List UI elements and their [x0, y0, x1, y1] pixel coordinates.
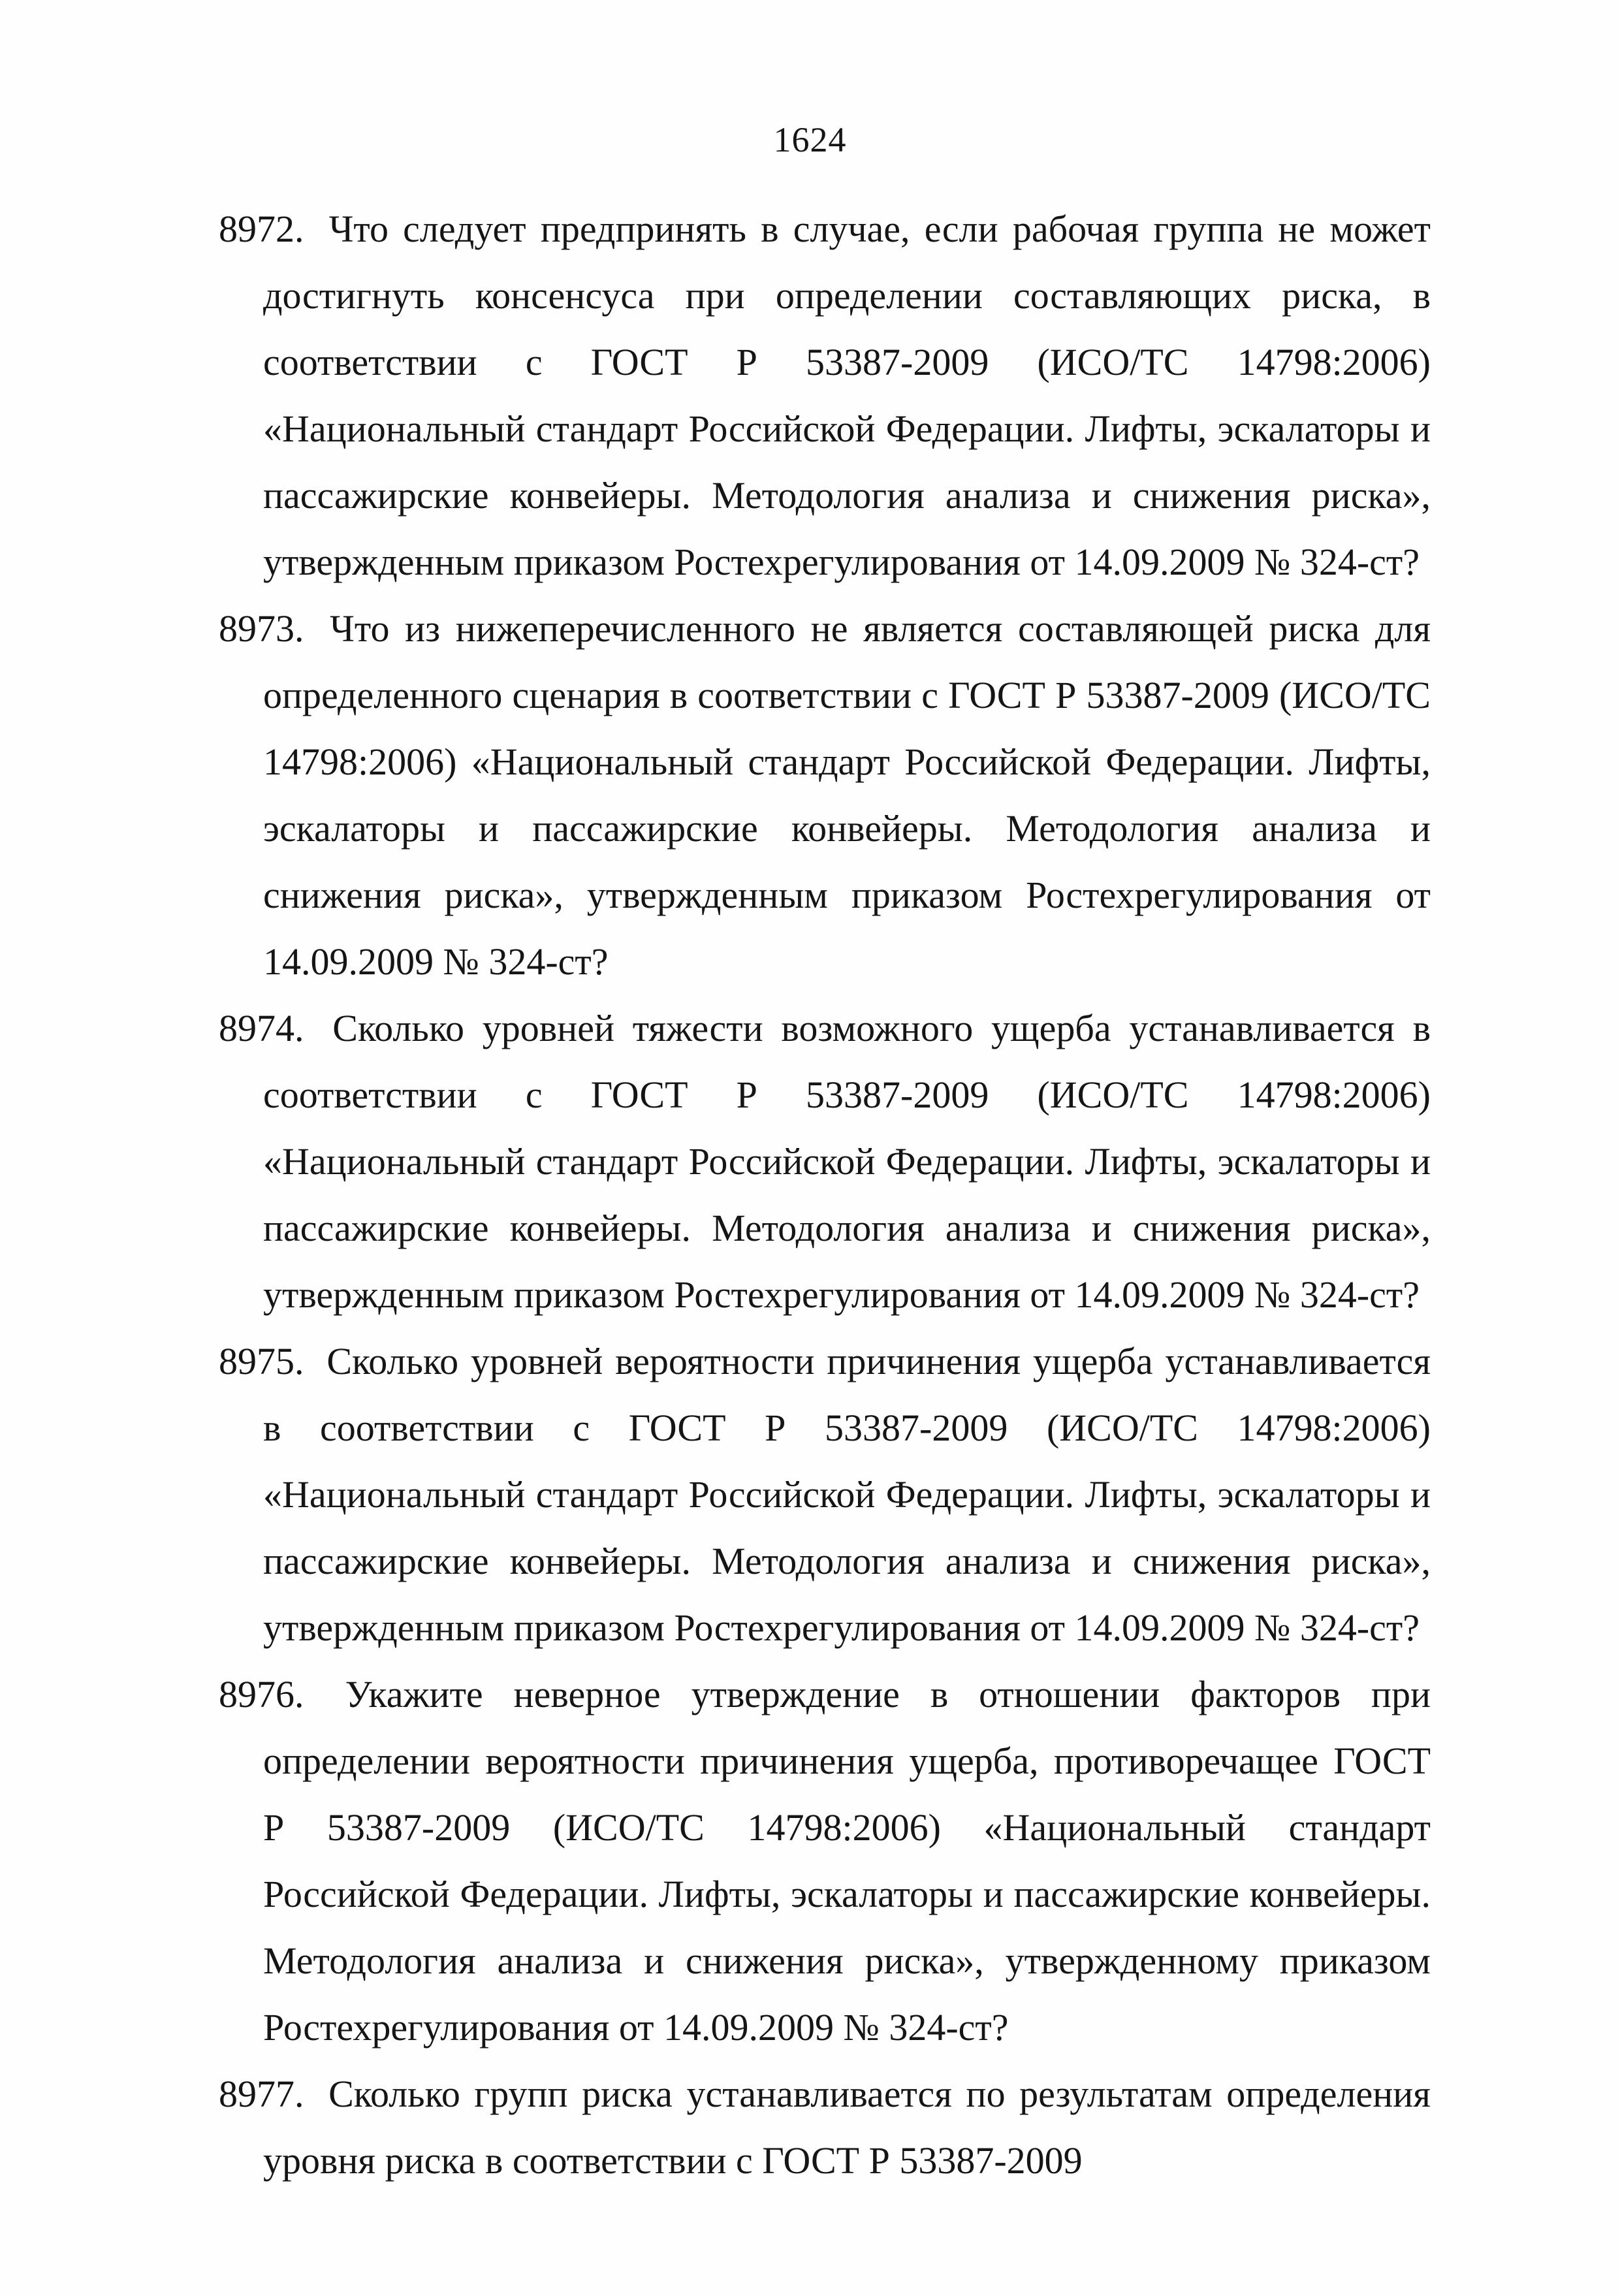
question-text: Укажите неверное утверждение в отношении факторов при определении вероятности причинения ущерба, противоречащее ГОСТ Р 53387-2009 (ИСО/ТС 14798:2006) «Национальный стандарт Российской Федерации. Лифты, эскалаторы и пассажирские конвейеры. Методология анализа и снижения риска», утвержденному приказом Ростехрегулирования от 14.09.2009 № 324-ст? [263, 1673, 1431, 2049]
question-text: Сколько уровней вероятности причинения ущерба устанавливается в соответствии с ГОСТ Р 53387-2009 (ИСО/ТС 14798:2006) «Национальный стандарт Российской Федерации. Лифты, эскалаторы и пассажирские конвейеры. Методология анализа и снижения риска», утвержденным приказом Ростехрегулирования от 14.09.2009 № 324-ст? [263, 1340, 1431, 1649]
question-number: 8973. [219, 607, 304, 650]
question-text: Что следует предпринять в случае, если рабочая группа не может достигнуть консенсуса при определении составляющих риска, в соответствии с ГОСТ Р 53387-2009 (ИСО/ТС 14798:2006) «Национальный стандарт Российской Федерации. Лифты, эскалаторы и пассажирские конвейеры. Методология анализа и снижения риска», утвержденным приказом Ростехрегулирования от 14.09.2009 № 324-ст? [263, 208, 1431, 583]
question-number: 8976. [219, 1673, 304, 1715]
question-item-8972 [219, 196, 1431, 596]
question-text: Сколько уровней тяжести возможного ущерба устанавливается в соответствии с ГОСТ Р 53387-2009 (ИСО/ТС 14798:2006) «Национальный стандарт Российской Федерации. Лифты, эскалаторы и пассажирские конвейеры. Методология анализа и снижения риска», утвержденным приказом Ростехрегулирования от 14.09.2009 № 324-ст? [263, 1007, 1431, 1316]
question-text: Сколько групп риска устанавливается по результатам определения уровня риска в соответствии с ГОСТ Р 53387-2009 [263, 2073, 1431, 2182]
question-number: 8977. [219, 2073, 304, 2115]
question-number: 8974. [219, 1007, 304, 1049]
question-item-8975 [219, 1328, 1431, 1661]
question-item-8973 [219, 596, 1431, 995]
question-number: 8975. [219, 1340, 304, 1382]
question-text: Что из нижеперечисленного не является составляющей риска для определенного сценария в соответствии с ГОСТ Р 53387-2009 (ИСО/ТС 14798:2006) «Национальный стандарт Российской Федерации. Лифты, эскалаторы и пассажирские конвейеры. Методология анализа и снижения риска», утвержденным приказом Ростехрегулирования от 14.09.2009 № 324-ст? [263, 607, 1431, 983]
question-list [219, 196, 1431, 2194]
page-number: 1624 [773, 120, 847, 159]
question-item-8976 [219, 1661, 1431, 2061]
question-number: 8972. [219, 208, 304, 250]
question-item-8977 [219, 2061, 1431, 2194]
question-item-8974 [219, 995, 1431, 1328]
